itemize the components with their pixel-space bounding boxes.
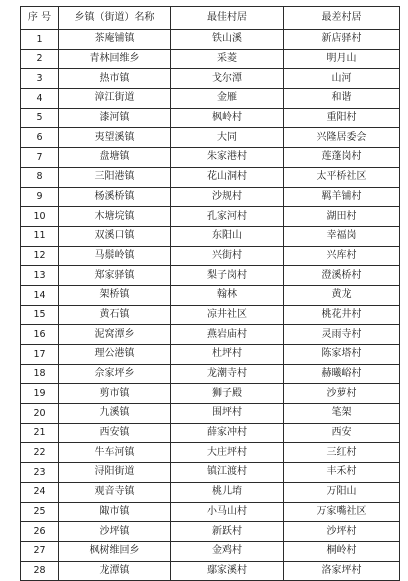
cell-best-village: 梨子岗村 [171, 266, 284, 286]
cell-worst-village: 洛家坪村 [284, 561, 400, 581]
cell-serial-no: 18 [21, 364, 59, 384]
table-row [21, 561, 400, 581]
cell-serial-no: 7 [21, 148, 59, 168]
cell-township-name: 西安镇 [59, 423, 171, 443]
cell-worst-village: 灵雨寺村 [284, 325, 400, 345]
header-row [21, 7, 400, 30]
cell-worst-village: 丰禾村 [284, 463, 400, 483]
table-row [21, 49, 400, 69]
cell-best-village: 翰林 [171, 285, 284, 305]
table-row [21, 266, 400, 286]
cell-best-village: 东阳山 [171, 226, 284, 246]
cell-township-name: 双溪口镇 [59, 226, 171, 246]
header-township-name: 乡镇（街道）名称 [59, 7, 171, 30]
cell-township-name: 沙坪镇 [59, 522, 171, 542]
table-row [21, 404, 400, 424]
cell-worst-village: 沙萝村 [284, 384, 400, 404]
cell-worst-village: 莲蓬岗村 [284, 148, 400, 168]
cell-best-village: 镇江渡村 [171, 463, 284, 483]
cell-township-name: 架桥镇 [59, 285, 171, 305]
cell-worst-village: 桐岭村 [284, 541, 400, 561]
cell-serial-no: 27 [21, 541, 59, 561]
cell-serial-no: 24 [21, 482, 59, 502]
cell-serial-no: 26 [21, 522, 59, 542]
table-row [21, 167, 400, 187]
table-row [21, 187, 400, 207]
cell-worst-village: 兴库村 [284, 246, 400, 266]
table-row [21, 108, 400, 128]
cell-serial-no: 9 [21, 187, 59, 207]
cell-worst-village: 万家嘴社区 [284, 502, 400, 522]
cell-township-name: 枫树维回乡 [59, 541, 171, 561]
cell-best-village: 狮子殿 [171, 384, 284, 404]
cell-worst-village: 黄龙 [284, 285, 400, 305]
table-row [21, 325, 400, 345]
cell-township-name: 泥窝潭乡 [59, 325, 171, 345]
cell-serial-no: 8 [21, 167, 59, 187]
cell-township-name: 牛车河镇 [59, 443, 171, 463]
cell-worst-village: 山河 [284, 69, 400, 89]
cell-township-name: 黄石镇 [59, 305, 171, 325]
cell-best-village: 桃儿堉 [171, 482, 284, 502]
cell-worst-village: 明月山 [284, 49, 400, 69]
cell-best-village: 铁山溪 [171, 30, 284, 50]
cell-township-name: 茶庵铺镇 [59, 30, 171, 50]
cell-worst-village: 幸福岗 [284, 226, 400, 246]
table-row [21, 384, 400, 404]
table-row [21, 148, 400, 168]
table-row [21, 443, 400, 463]
cell-worst-village: 西安 [284, 423, 400, 443]
cell-serial-no: 15 [21, 305, 59, 325]
cell-township-name: 漳江街道 [59, 89, 171, 109]
cell-serial-no: 5 [21, 108, 59, 128]
cell-worst-village: 桃花井村 [284, 305, 400, 325]
cell-worst-village: 羁羊铺村 [284, 187, 400, 207]
cell-serial-no: 23 [21, 463, 59, 483]
table-row [21, 246, 400, 266]
cell-township-name: 陬市镇 [59, 502, 171, 522]
cell-township-name: 三阳港镇 [59, 167, 171, 187]
cell-best-village: 大庄坪村 [171, 443, 284, 463]
cell-serial-no: 4 [21, 89, 59, 109]
cell-township-name: 热市镇 [59, 69, 171, 89]
cell-township-name: 理公港镇 [59, 345, 171, 365]
cell-serial-no: 3 [21, 69, 59, 89]
table-row [21, 345, 400, 365]
cell-best-village: 戈尔潭 [171, 69, 284, 89]
table-row [21, 482, 400, 502]
table-header [21, 7, 400, 30]
cell-township-name: 夷望溪镇 [59, 128, 171, 148]
table-row [21, 89, 400, 109]
table-row [21, 285, 400, 305]
cell-serial-no: 14 [21, 285, 59, 305]
cell-worst-village: 沙坪村 [284, 522, 400, 542]
cell-worst-village: 新店驿村 [284, 30, 400, 50]
cell-worst-village: 三红村 [284, 443, 400, 463]
cell-township-name: 青林回维乡 [59, 49, 171, 69]
cell-worst-village: 笔架 [284, 404, 400, 424]
cell-best-village: 兴街村 [171, 246, 284, 266]
cell-township-name: 九溪镇 [59, 404, 171, 424]
table-row [21, 30, 400, 50]
cell-serial-no: 13 [21, 266, 59, 286]
cell-township-name: 观音寺镇 [59, 482, 171, 502]
cell-best-village: 金雁 [171, 89, 284, 109]
table-row [21, 128, 400, 148]
cell-best-village: 沙规村 [171, 187, 284, 207]
cell-township-name: 郑家驿镇 [59, 266, 171, 286]
cell-best-village: 薛家冲村 [171, 423, 284, 443]
header-best-village: 最佳村居 [171, 7, 284, 30]
cell-serial-no: 6 [21, 128, 59, 148]
cell-serial-no: 25 [21, 502, 59, 522]
cell-serial-no: 21 [21, 423, 59, 443]
cell-serial-no: 16 [21, 325, 59, 345]
table-row [21, 463, 400, 483]
table-row [21, 69, 400, 89]
cell-best-village: 鄢家溪村 [171, 561, 284, 581]
table-row [21, 226, 400, 246]
cell-best-village: 小马山村 [171, 502, 284, 522]
cell-serial-no: 28 [21, 561, 59, 581]
table-body [21, 30, 400, 581]
cell-best-village: 杜坪村 [171, 345, 284, 365]
cell-best-village: 龙潮寺村 [171, 364, 284, 384]
table-row [21, 423, 400, 443]
table-row [21, 541, 400, 561]
cell-serial-no: 19 [21, 384, 59, 404]
table-row [21, 522, 400, 542]
cell-serial-no: 12 [21, 246, 59, 266]
cell-worst-village: 陈家塔村 [284, 345, 400, 365]
cell-best-village: 凉井社区 [171, 305, 284, 325]
cell-worst-village: 赫曦峪村 [284, 364, 400, 384]
cell-worst-village: 兴隆居委会 [284, 128, 400, 148]
cell-best-village: 燕岩庙村 [171, 325, 284, 345]
cell-worst-village: 重阳村 [284, 108, 400, 128]
cell-best-village: 大同 [171, 128, 284, 148]
cell-best-village: 枫岭村 [171, 108, 284, 128]
cell-serial-no: 2 [21, 49, 59, 69]
cell-township-name: 剪市镇 [59, 384, 171, 404]
cell-township-name: 佘家坪乡 [59, 364, 171, 384]
cell-best-village: 朱家港村 [171, 148, 284, 168]
cell-township-name: 浔阳街道 [59, 463, 171, 483]
cell-township-name: 龙潭镇 [59, 561, 171, 581]
table-row [21, 305, 400, 325]
cell-serial-no: 11 [21, 226, 59, 246]
table-row [21, 364, 400, 384]
table-row [21, 502, 400, 522]
cell-serial-no: 20 [21, 404, 59, 424]
header-worst-village: 最差村居 [284, 7, 400, 30]
cell-township-name: 漆河镇 [59, 108, 171, 128]
cell-best-village: 孔家河村 [171, 207, 284, 227]
cell-worst-village: 和谐 [284, 89, 400, 109]
village-ranking-table [20, 6, 400, 581]
cell-best-village: 花山洞村 [171, 167, 284, 187]
cell-township-name: 木塘垸镇 [59, 207, 171, 227]
cell-best-village: 金鸡村 [171, 541, 284, 561]
cell-worst-village: 太平桥社区 [284, 167, 400, 187]
cell-worst-village: 澄溪桥村 [284, 266, 400, 286]
cell-township-name: 杨溪桥镇 [59, 187, 171, 207]
cell-worst-village: 万阳山 [284, 482, 400, 502]
cell-serial-no: 1 [21, 30, 59, 50]
table-row [21, 207, 400, 227]
cell-best-village: 采菱 [171, 49, 284, 69]
cell-best-village: 新跃村 [171, 522, 284, 542]
cell-township-name: 马鬃岭镇 [59, 246, 171, 266]
cell-serial-no: 17 [21, 345, 59, 365]
cell-best-village: 围坪村 [171, 404, 284, 424]
header-serial-no: 序 号 [21, 7, 59, 30]
cell-serial-no: 22 [21, 443, 59, 463]
cell-township-name: 盘塘镇 [59, 148, 171, 168]
cell-serial-no: 10 [21, 207, 59, 227]
cell-worst-village: 湖田村 [284, 207, 400, 227]
